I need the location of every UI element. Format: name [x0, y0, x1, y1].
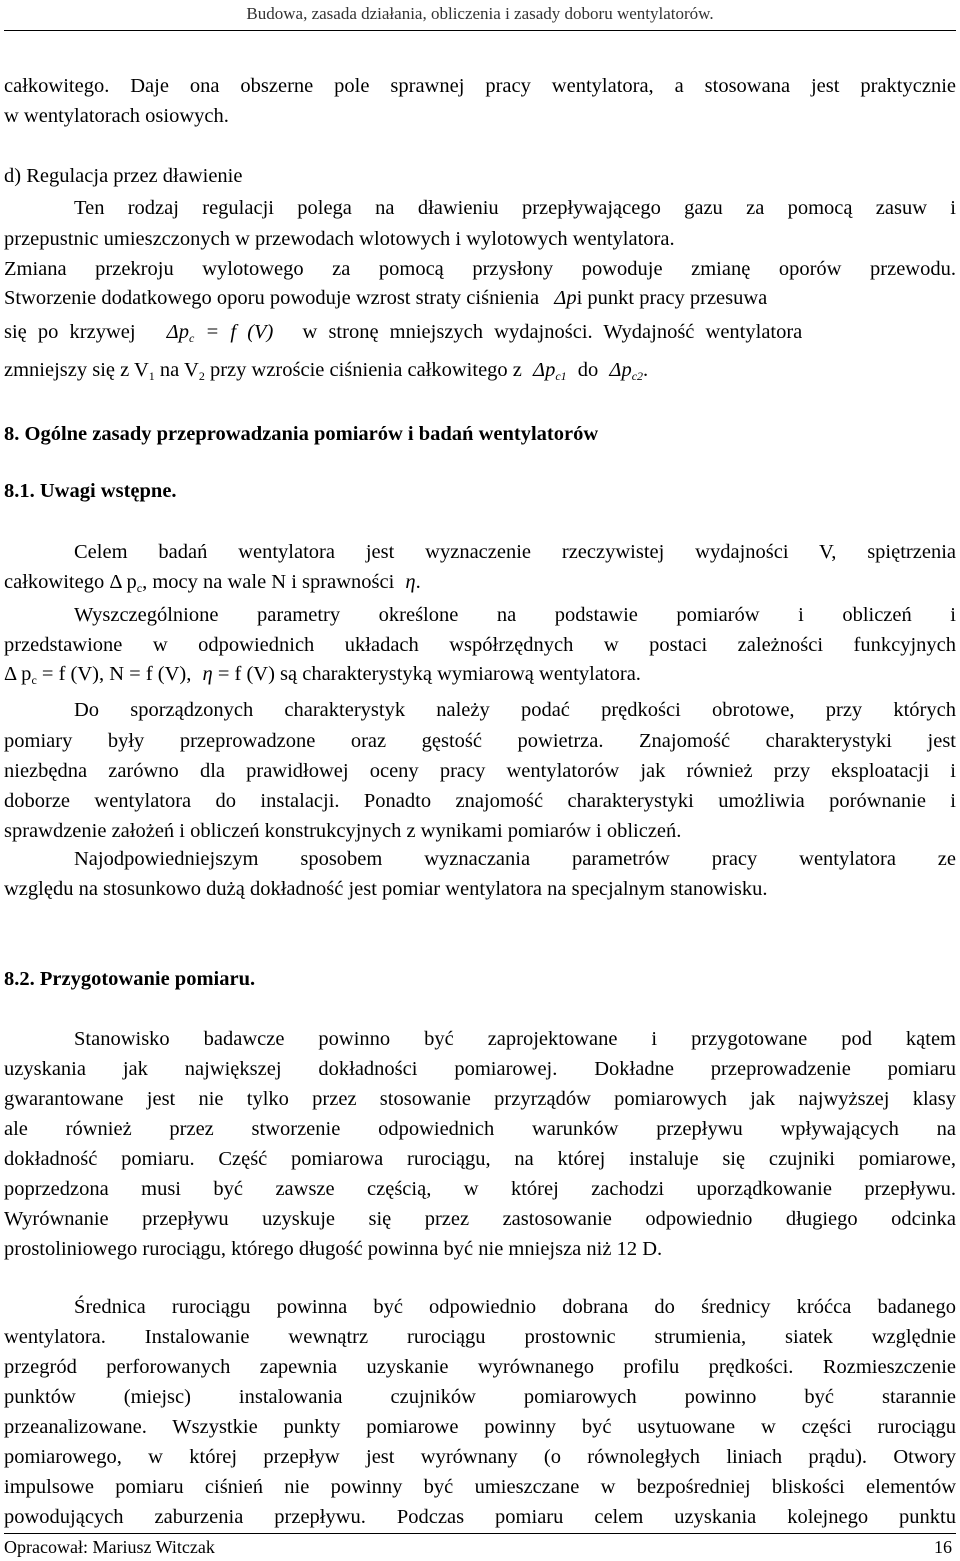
text-line: Do sporządzonych charakterystyk należy podać prędkości obrotowe, przy których [74, 699, 956, 721]
text-fragment: i punkt pracy przesuwa [576, 287, 768, 309]
subscript: 2 [198, 369, 205, 383]
text-line: całkowitego. Daje ona obszerne pole sprawnej pracy wentylatora, a stosowana jest praktycznie [4, 75, 956, 97]
text-line: gwarantowane jest nie tylko przez stosowanie przyrządów pomiarowych jak najwyższej klasy [4, 1088, 956, 1110]
text-fragment: na V [154, 359, 199, 381]
subscript: c [31, 673, 37, 687]
delta-p-symbol: Δp [554, 287, 577, 309]
text-line: uzyskania jak największej dokładności pomiarowej. Dokładne przeprowadzenie pomiaru [4, 1058, 956, 1080]
text-line: Wyrównanie przepływu uzyskuje się przez zastosowanie odpowiednio długiego odcinka [4, 1208, 956, 1230]
text-fragment: się po krzywej [4, 321, 136, 343]
subscript: c [136, 581, 143, 595]
delta-p-symbol: Δp [533, 359, 556, 381]
text-fragment: . [643, 359, 649, 381]
text-line-with-math [4, 318, 956, 346]
subscript: c2 [631, 369, 644, 383]
page-number: 16 [934, 1537, 952, 1557]
text-fragment: do [577, 359, 599, 381]
text-line-with-math [4, 568, 956, 596]
subscript: c [188, 331, 195, 345]
text-line: sprawdzenie założeń i obliczeń konstrukcyjnych z wynikami pomiarów i obliczeń. [4, 820, 682, 842]
text-line: powodujących zaburzenia przepływu. Podczas pomiaru celem uzyskania kolejnego punktu [4, 1506, 956, 1528]
footer-rule [4, 1533, 956, 1534]
equation-pc-fv [167, 321, 274, 343]
text-line: Wyszczególnione parametry określone na podstawie pomiarów i obliczeń i [74, 604, 956, 626]
equation-rhs: = f (V) [194, 321, 274, 343]
text-line: przepustnic umieszczonych w przewodach wlotowych i wylotowych wentylatora. [4, 228, 675, 250]
text-line: przegród perforowanych zapewnia uzyskanie wyrównanego profilu prędkości. Rozmieszczenie [4, 1356, 956, 1378]
subscript: c1 [555, 369, 567, 383]
text-line: pomiary były przeprowadzone oraz gęstość powietrza. Znajomość charakterystyki jest [4, 730, 956, 752]
text-fragment: przy wzroście ciśnienia całkowitego z [204, 359, 522, 381]
text-line: punktów (miejsc) instalowania czujników pomiarowych powinno być starannie [4, 1386, 956, 1408]
eta-symbol: η [202, 663, 213, 685]
subscript: 1 [148, 369, 155, 383]
text-line: ale również przez stworzenie odpowiednich warunków przepływu wpływających na [4, 1118, 956, 1140]
subsection-heading: 8.1. Uwagi wstępne. [4, 480, 177, 502]
text-fragment: Δ p [4, 663, 32, 685]
text-fragment: Stworzenie dodatkowego oporu powoduje wzrost straty ciśnienia [4, 287, 540, 309]
text-line: dokładność pomiaru. Część pomiarowa rurociągu, na której instaluje się czujniki pomiarowe, [4, 1148, 956, 1170]
text-line: prostoliniowego rurociągu, którego długość powinna być nie mniejsza niż 12 D. [4, 1238, 663, 1260]
text-line: względu na stosunkowo dużą dokładność jest pomiar wentylatora na specjalnym stanowisku. [4, 878, 768, 900]
text-line: Zmiana przekroju wylotowego za pomocą przysłony powoduje zmianę oporów przewodu. [4, 258, 956, 280]
text-line-with-math [4, 660, 956, 688]
text-fragment: zmniejszy się z V [4, 359, 149, 381]
text-line: Najodpowiedniejszym sposobem wyznaczania parametrów pracy wentylatora ze [74, 848, 956, 870]
text-line: przedstawione w odpowiednich układach współrzędnych w postaci zależności funkcyjnych [4, 634, 956, 656]
text-line: Celem badań wentylatora jest wyznaczenie rzeczywistej wydajności V, spiętrzenia [74, 541, 956, 563]
eta-symbol: η [405, 571, 416, 593]
delta-p-symbol: Δp [609, 359, 632, 381]
text-line-with-math [4, 356, 956, 384]
text-line: poprzedzona musi być zawsze częścią, w której zachodzi uporządkowanie przepływu. [4, 1178, 956, 1200]
running-header: Budowa, zasada działania, obliczenia i zasady doboru wentylatorów. [246, 4, 714, 23]
text-fragment: = f (V) są charakterystyką wymiarową wentylatora. [212, 663, 641, 685]
text-line: niezbędna zarówno dla prawidłowej oceny pracy wentylatorów jak również przy eksploatacji i [4, 760, 956, 782]
text-line: Ten rodzaj regulacji polega na dławieniu przepływającego gazu za pomocą zasuw i [74, 197, 956, 219]
text-line: wentylatora. Instalowanie wewnątrz rurociągu prostownic strumienia, siatek względnie [4, 1326, 956, 1348]
section-heading: 8. Ogólne zasady przeprowadzania pomiarów i badań wentylatorów [4, 423, 599, 445]
text-fragment: w stronę mniejszych wydajności. Wydajność wentylatora [302, 321, 803, 343]
text-line: impulsowe pomiaru ciśnień nie powinny być umieszczane w bezpośredniej bliskości elementów [4, 1476, 956, 1498]
text-fragment: , mocy na wale N i sprawności [142, 571, 395, 593]
subsection-heading: 8.2. Przygotowanie pomiaru. [4, 968, 256, 990]
text-line: Średnica rurociągu powinna być odpowiednio dobrana do średnicy króćca badanego [74, 1296, 956, 1318]
text-line: przeanalizowane. Wszystkie punkty pomiarowe powinny być usytuowane w części rurociągu [4, 1416, 956, 1438]
header-rule [4, 30, 956, 31]
text-line: w wentylatorach osiowych. [4, 105, 229, 127]
text-fragment: . [415, 571, 421, 593]
footer-author: Opracował: Mariusz Witczak [4, 1537, 215, 1557]
text-fragment: całkowitego Δ p [4, 571, 137, 593]
subsection-heading: d) Regulacja przez dławienie [4, 165, 243, 187]
text-line: Stanowisko badawcze powinno być zaprojektowane i przygotowane pod kątem [74, 1028, 956, 1050]
text-line: pomiarowego, w której przepływ jest wyrównany (o równoległych liniach prądu). Otwory [4, 1446, 956, 1468]
text-line: doborze wentylatora do instalacji. Ponadto znajomość charakterystyki umożliwia porównanie i [4, 790, 956, 812]
text-line-with-math [4, 284, 956, 312]
text-fragment: = f (V), N = f (V), [36, 663, 192, 685]
delta-p-symbol: Δp [166, 321, 189, 343]
